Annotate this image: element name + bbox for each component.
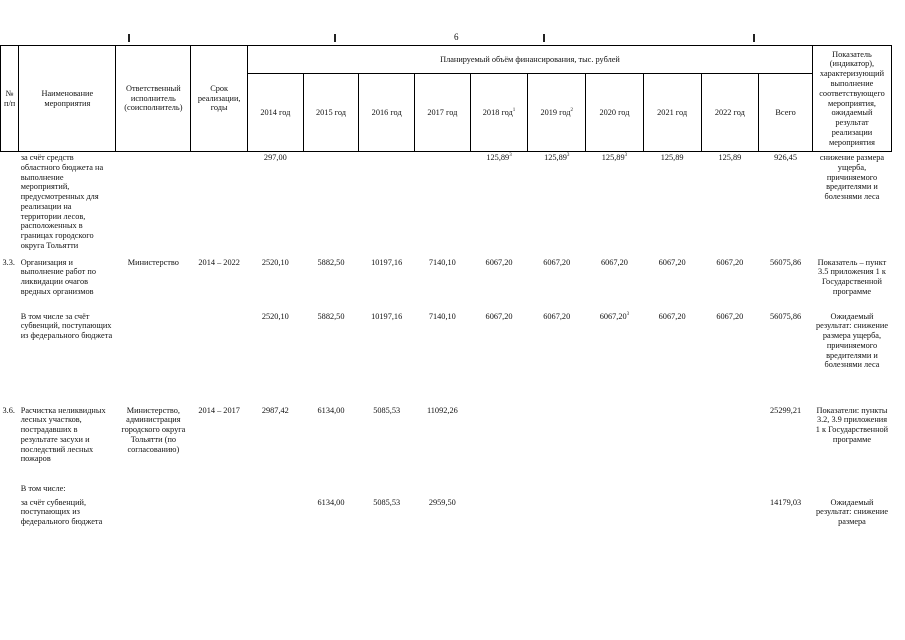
table-row bbox=[1, 405, 892, 483]
activity-name: Расчистка неликвидных лесных участков, пострадавших в результате засухи и последствий лесных пожаров bbox=[20, 405, 106, 464]
table-row bbox=[1, 311, 892, 405]
funding-value bbox=[701, 405, 759, 483]
funding-value bbox=[303, 483, 359, 497]
indicator-text: Ожидаемый результат: снижение размера ущерба, причиняемого вредителями и болезнями леса bbox=[815, 311, 888, 370]
funding-value bbox=[359, 152, 415, 257]
funding-total bbox=[759, 483, 813, 497]
header-responsible: Ответственный исполнитель (соисполнитель) bbox=[116, 46, 191, 152]
header-num: № п/п bbox=[1, 46, 19, 152]
activity-name: Организация и выполнение работ по ликвидации очагов вредных организмов bbox=[20, 257, 96, 296]
header-term: Срок реализации, годы bbox=[191, 46, 248, 152]
funding-value bbox=[415, 152, 471, 257]
funding-value: 10197,16 bbox=[371, 257, 403, 267]
funding-value: 125,89$^3$ bbox=[528, 152, 586, 257]
row-number: 3.6. bbox=[2, 405, 15, 415]
responsible-executor: Министерство, администрация городского округа Тольятти (по согласованию) bbox=[121, 405, 186, 454]
funding-value bbox=[701, 483, 759, 497]
funding-value: 125,89$^3$ bbox=[586, 152, 644, 257]
funding-value: 5882,50 bbox=[317, 311, 345, 321]
funding-value: 6067,20 bbox=[658, 257, 686, 267]
funding-value: 2520,10 bbox=[261, 257, 289, 267]
table-row bbox=[1, 257, 892, 311]
implementation-term bbox=[191, 483, 248, 497]
funding-total: 14179,03 bbox=[770, 497, 802, 507]
indicator-text: Показатель – пункт 3.5 приложения 1 к Государственной программе bbox=[817, 257, 887, 296]
indicator-text bbox=[812, 483, 891, 497]
indicator-text: снижение размера ущерба, причиняемого вредителями и болезнями леса bbox=[812, 152, 891, 257]
funding-value: 5085,53 bbox=[373, 497, 401, 507]
activity-name: В том числе: bbox=[20, 483, 66, 493]
indicator-text: Ожидаемый результат: снижение размера bbox=[815, 497, 888, 527]
row-number bbox=[1, 497, 19, 537]
header-funding: Планируемый объём финансирования, тыс. рублей bbox=[248, 46, 813, 74]
funding-value bbox=[643, 405, 701, 483]
funding-value: 6134,00 bbox=[317, 405, 345, 415]
table-row bbox=[1, 152, 892, 257]
funding-value: 297,00 bbox=[248, 152, 304, 257]
implementation-term bbox=[191, 497, 248, 537]
funding-value: 125,89 bbox=[701, 152, 759, 257]
page-number: 6 bbox=[454, 32, 459, 42]
funding-value: 2520,10 bbox=[261, 311, 289, 321]
funding-total: 56075,86 bbox=[770, 257, 802, 267]
funding-value: 6067,20 bbox=[716, 257, 744, 267]
funding-value bbox=[470, 483, 528, 497]
funding-value: 6067,20$^3$ bbox=[599, 311, 630, 321]
header-year: 2021 год bbox=[643, 74, 701, 152]
funding-value bbox=[528, 405, 586, 483]
responsible-executor bbox=[116, 152, 191, 257]
funding-value: 5882,50 bbox=[317, 257, 345, 267]
funding-value bbox=[470, 497, 528, 537]
funding-value: 7140,10 bbox=[428, 311, 456, 321]
header-total: Всего bbox=[759, 74, 813, 152]
implementation-term: 2014 – 2022 bbox=[198, 257, 240, 267]
indicator-text: Показатели: пункты 3.2, 3.9 приложения 1 к Государственной программе bbox=[815, 405, 889, 444]
header-year: 2015 год bbox=[303, 74, 359, 152]
funding-value: 125,89$^3$ bbox=[470, 152, 528, 257]
funding-value: 7140,10 bbox=[428, 257, 456, 267]
funding-value: 6067,20 bbox=[543, 311, 571, 321]
funding-value: 5085,53 bbox=[373, 405, 401, 415]
activity-name: за счёт субвенций, поступающих из федерального бюджета bbox=[20, 497, 103, 527]
funding-value: 2959,50 bbox=[428, 497, 456, 507]
margin-tick-mark bbox=[334, 34, 336, 42]
funding-value bbox=[470, 405, 528, 483]
responsible-executor bbox=[116, 497, 191, 537]
row-number bbox=[1, 483, 19, 497]
funding-value bbox=[586, 405, 644, 483]
funding-table bbox=[0, 45, 892, 537]
table-row bbox=[1, 497, 892, 537]
activity-name: В том числе за счёт субвенций, поступающих из федерального бюджета bbox=[20, 311, 113, 341]
row-number: 3.3. bbox=[2, 257, 15, 267]
funding-value bbox=[586, 483, 644, 497]
header-year: 2018 год$^1$ bbox=[470, 74, 528, 152]
funding-value bbox=[528, 497, 586, 537]
funding-value bbox=[586, 497, 644, 537]
header-year: 2014 год bbox=[248, 74, 304, 152]
funding-value bbox=[248, 483, 304, 497]
implementation-term bbox=[191, 311, 248, 405]
funding-total: 926,45 bbox=[759, 152, 813, 257]
funding-value: 6067,20 bbox=[485, 311, 513, 321]
header-indicator: Показатель (индикатор), характеризующий выполнение соответствующего мероприятия, ожидаемый результат реализации мероприятия bbox=[812, 46, 891, 152]
header-year: 2020 год bbox=[586, 74, 644, 152]
funding-value bbox=[359, 483, 415, 497]
margin-tick-mark bbox=[753, 34, 755, 42]
header-name: Наименование мероприятия bbox=[19, 46, 116, 152]
funding-value: 10197,16 bbox=[371, 311, 403, 321]
responsible-executor bbox=[116, 483, 191, 497]
funding-total: 25299,21 bbox=[770, 405, 802, 415]
responsible-executor bbox=[116, 311, 191, 405]
funding-value bbox=[701, 497, 759, 537]
header-year: 2016 год bbox=[359, 74, 415, 152]
funding-value: 6067,20 bbox=[658, 311, 686, 321]
funding-total: 56075,86 bbox=[770, 311, 802, 321]
row-number bbox=[1, 311, 19, 405]
funding-value: 6067,20 bbox=[600, 257, 628, 267]
funding-value: 125,89 bbox=[643, 152, 701, 257]
funding-value bbox=[415, 483, 471, 497]
funding-value: 6134,00 bbox=[317, 497, 345, 507]
margin-tick-mark bbox=[543, 34, 545, 42]
funding-value bbox=[248, 497, 304, 537]
header-year: 2019 год$^2$ bbox=[528, 74, 586, 152]
header-year: 2022 год bbox=[701, 74, 759, 152]
funding-value: 11092,26 bbox=[426, 405, 458, 415]
row-number bbox=[1, 152, 19, 257]
funding-value: 2987,42 bbox=[261, 405, 289, 415]
implementation-term: 2014 – 2017 bbox=[198, 405, 240, 415]
funding-value: 6067,20 bbox=[543, 257, 571, 267]
funding-value: 6067,20 bbox=[716, 311, 744, 321]
implementation-term bbox=[191, 152, 248, 257]
margin-tick-mark bbox=[128, 34, 130, 42]
table-row bbox=[1, 483, 892, 497]
funding-value bbox=[303, 152, 359, 257]
funding-value: 6067,20 bbox=[485, 257, 513, 267]
funding-value bbox=[643, 497, 701, 537]
funding-value bbox=[643, 483, 701, 497]
header-year: 2017 год bbox=[415, 74, 471, 152]
funding-value bbox=[528, 483, 586, 497]
activity-name: за счёт средств областного бюджета на выполнение мероприятий, предусмотренных для реализации на территории лесов, расположенных в границах городского округа Тольятти bbox=[19, 152, 116, 257]
responsible-executor: Министерство bbox=[127, 257, 179, 267]
